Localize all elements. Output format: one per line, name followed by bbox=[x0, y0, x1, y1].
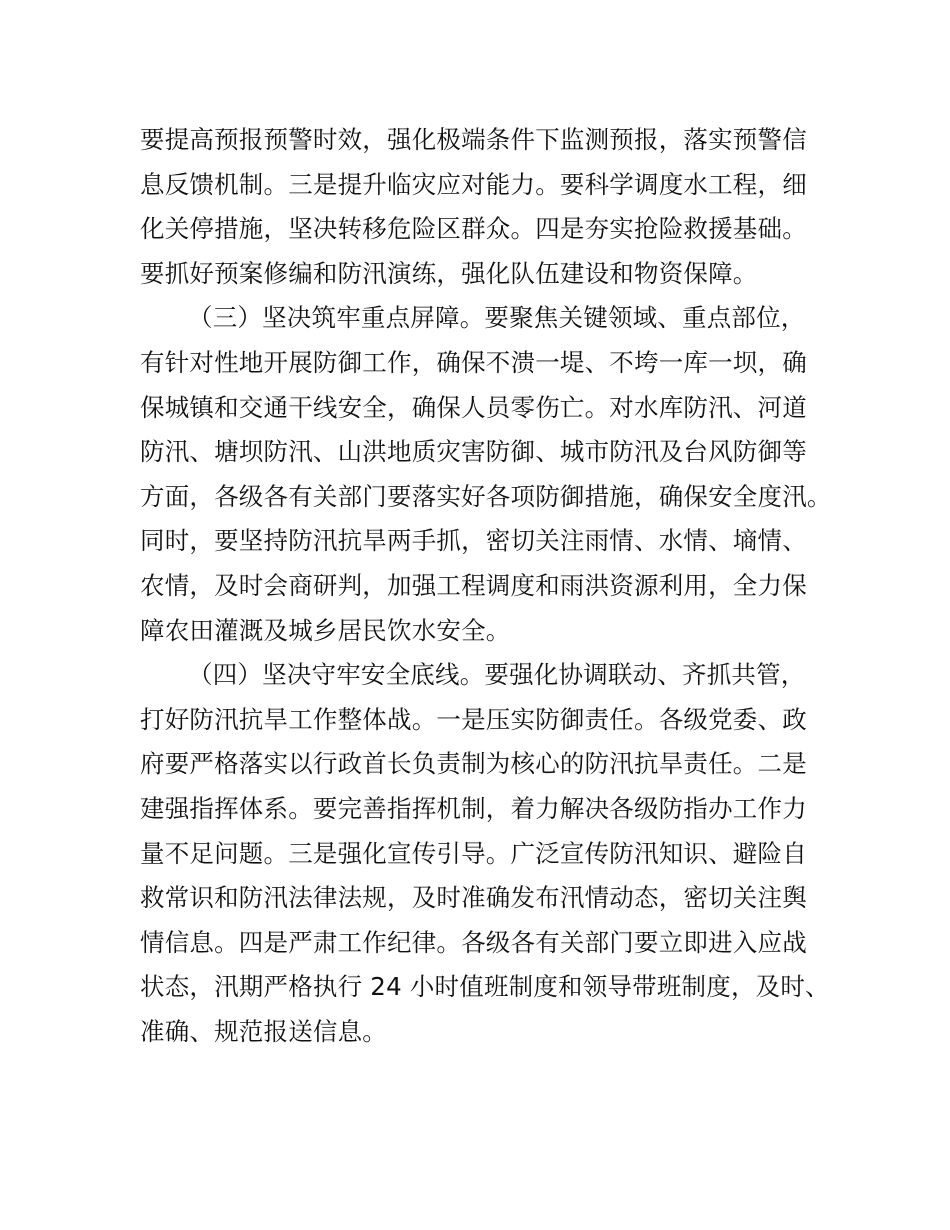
text-line: 状态，汛期严格执行 24 小时值班制度和领导带班制度，及时、 bbox=[140, 972, 830, 1002]
text-line: 救常识和防汛法律法规，及时准确发布汛情动态，密切关注舆 bbox=[140, 883, 807, 913]
text-line: 息反馈机制。三是提升临灾应对能力。要科学调度水工程，细 bbox=[140, 169, 807, 199]
text-line: 同时，要坚持防汛抗旱两手抓，密切关注雨情、水情、墒情、 bbox=[140, 526, 807, 556]
section-heading-line: （三）坚决筑牢重点屏障。要聚焦关键领域、重点部位， bbox=[188, 303, 806, 333]
text-line: 保城镇和交通干线安全，确保人员零伤亡。对水库防汛、河道 bbox=[140, 392, 807, 422]
section-heading-line: （四）坚决守牢安全底线。要强化协调联动、齐抓共管， bbox=[188, 660, 806, 690]
text-line: 防汛、塘坝防汛、山洪地质灾害防御、城市防汛及台风防御等 bbox=[140, 437, 807, 467]
document-body bbox=[140, 118, 840, 1054]
text-line: 量不足问题。三是强化宣传引导。广泛宣传防汛知识、避险自 bbox=[140, 838, 807, 868]
text-line: 障农田灌溉及城乡居民饮水安全。 bbox=[140, 615, 511, 645]
text-line: 准确、规范报送信息。 bbox=[140, 1016, 387, 1046]
text-line: 要抓好预案修编和防汛演练，强化队伍建设和物资保障。 bbox=[140, 258, 758, 288]
text-line: 有针对性地开展防御工作，确保不溃一堤、不垮一库一坝，确 bbox=[140, 347, 807, 377]
paragraph-section-4 bbox=[140, 653, 840, 1054]
text-line: 建强指挥体系。要完善指挥机制，着力解决各级防指办工作力 bbox=[140, 793, 807, 823]
text-line: 化关停措施，坚决转移危险区群众。四是夯实抢险救援基础。 bbox=[140, 214, 807, 244]
text-line: 情信息。四是严肃工作纪律。各级各有关部门要立即进入应战 bbox=[140, 927, 807, 957]
text-line: 方面，各级各有关部门要落实好各项防御措施，确保安全度汛。 bbox=[140, 481, 832, 511]
text-line: 打好防汛抗旱工作整体战。一是压实防御责任。各级党委、政 bbox=[140, 704, 807, 734]
text-line: 要提高预报预警时效，强化极端条件下监测预报，落实预警信 bbox=[140, 125, 807, 154]
text-line: 农情，及时会商研判，加强工程调度和雨洪资源利用，全力保 bbox=[140, 570, 807, 600]
text-line: 府要严格落实以行政首长负责制为核心的防汛抗旱责任。二是 bbox=[140, 749, 807, 779]
paragraph-section-3 bbox=[140, 296, 840, 653]
paragraph-continuation bbox=[140, 118, 840, 296]
